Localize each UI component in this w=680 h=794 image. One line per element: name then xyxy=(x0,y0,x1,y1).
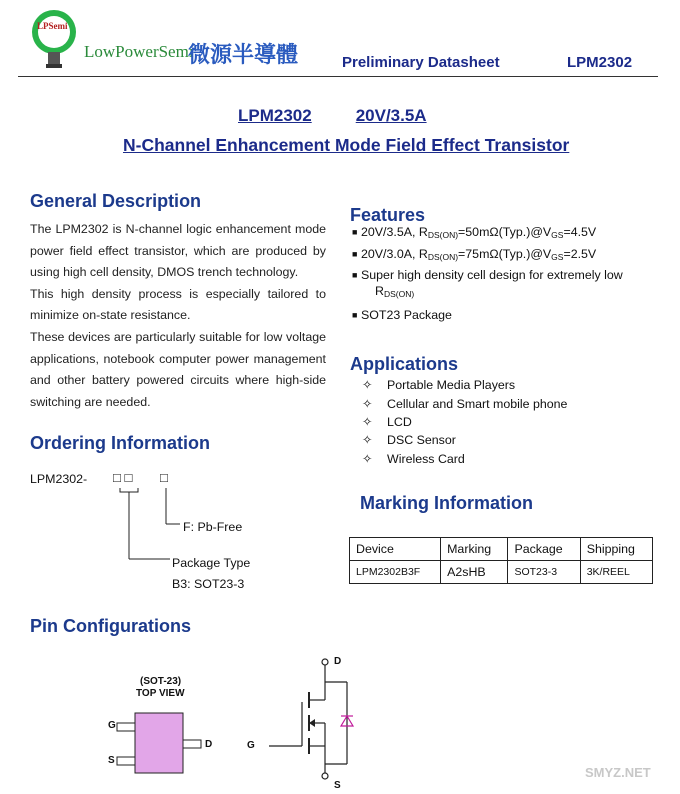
pin-label-g: G xyxy=(108,720,116,731)
symbol-label-s: S xyxy=(334,780,341,791)
title-rating: 20V/3.5A xyxy=(355,106,427,125)
diamond-star-icon: ✧ xyxy=(362,415,373,429)
feature-item-2: ■ 20V/3.0A, $R_{DS(ON)}=75m\Omega(Typ.)@V_{GS}=2.5V$ xyxy=(352,247,597,262)
watermark: SMYZ.NET xyxy=(585,765,651,780)
ordering-prefix: LPM2302- xyxy=(30,472,88,486)
ordering-f-label: F: Pb-Free xyxy=(183,520,243,534)
title-part: LPM2302 xyxy=(238,106,312,125)
doc-type: Preliminary Datasheet xyxy=(342,54,500,71)
table-header-row xyxy=(350,538,653,561)
title-line1 xyxy=(238,106,427,126)
desc-p3: These devices are particularly suitable for low voltage applications, notebook computer power management and other battery powered circuits where high-side switching are needed. xyxy=(30,329,326,409)
application-item: ✧ LCD xyxy=(362,415,412,429)
table-header-cell: Device xyxy=(350,538,441,561)
bullet-icon: ■ xyxy=(352,270,358,280)
ordering-package-label: Package Type xyxy=(172,556,251,570)
ordering-heading: Ordering Information xyxy=(30,433,210,453)
table-header-cell: Package xyxy=(508,538,580,561)
diamond-star-icon: ✧ xyxy=(362,433,373,447)
pin-config-heading: Pin Configurations xyxy=(30,616,191,636)
symbol-label-d: D xyxy=(334,656,342,667)
application-item: ✧ Portable Media Players xyxy=(362,378,516,392)
application-item: ✧ Cellular and Smart mobile phone xyxy=(362,397,568,411)
table-cell: 3K/REEL xyxy=(580,561,652,584)
desc-p2: This high density process is especially tailored to minimize on-state resistance. xyxy=(30,286,326,323)
symbol-label-g: G xyxy=(247,740,255,751)
marking-heading: Marking Information xyxy=(360,493,534,513)
diamond-star-icon: ✧ xyxy=(362,378,373,392)
feature-item-3: ■ Super high density cell design for extremely low xyxy=(352,268,623,282)
logo-badge: LPSemi xyxy=(37,21,68,31)
table-header-cell: Shipping xyxy=(580,538,652,561)
table-cell: A2sHB xyxy=(441,561,508,584)
bullet-icon: ■ xyxy=(352,249,358,259)
package-name: (SOT-23) xyxy=(140,676,182,687)
table-header-cell: Marking xyxy=(441,538,508,561)
company-name-en: LowPowerSemi xyxy=(84,42,194,61)
features-heading: Features xyxy=(350,205,426,225)
marking-table xyxy=(349,537,653,584)
applications-heading: Applications xyxy=(350,354,459,374)
desc-p1: The LPM2302 is N-channel logic enhancement mode power field effect transistor, which are produced by using high cell density, DMOS trench technology. xyxy=(30,222,326,280)
header-part-number: LPM2302 xyxy=(567,54,633,71)
bullet-icon: ■ xyxy=(352,227,358,237)
header-rule xyxy=(18,76,658,77)
diamond-star-icon: ✧ xyxy=(362,397,373,411)
application-item: ✧ Wireless Card xyxy=(362,452,465,466)
general-description-body xyxy=(30,219,326,413)
company-logo xyxy=(30,6,82,72)
title-line2: N-Channel Enhancement Mode Field Effect Transistor xyxy=(123,135,570,155)
package-view: TOP VIEW xyxy=(136,688,185,699)
table-cell: LPM2302B3F xyxy=(350,561,441,584)
feature-item-4: ■ SOT23 Package xyxy=(352,308,452,322)
table-cell: SOT23-3 xyxy=(508,561,580,584)
company-name-cn: 微源半導體 xyxy=(188,43,299,68)
pin-label-d: D xyxy=(205,739,213,750)
pin-label-s: S xyxy=(108,755,115,766)
diamond-star-icon: ✧ xyxy=(362,452,373,466)
ordering-boxes: □ □ xyxy=(113,470,133,485)
ordering-package-value: B3: SOT23-3 xyxy=(172,577,245,591)
general-description-heading: General Description xyxy=(30,191,202,211)
bullet-icon: ■ xyxy=(352,310,358,320)
feature-item-1: ■ 20V/3.5A, $R_{DS(ON)}=50m\Omega(Typ.)@V_{GS}=4.5V$ xyxy=(352,225,597,240)
ordering-box3: □ xyxy=(160,470,168,485)
table-row xyxy=(350,561,653,584)
mosfet-symbol xyxy=(255,652,365,792)
feature-item-3-cont: $R_{DS(ON)}$ xyxy=(375,284,415,299)
application-item: ✧ DSC Sensor xyxy=(362,433,456,447)
